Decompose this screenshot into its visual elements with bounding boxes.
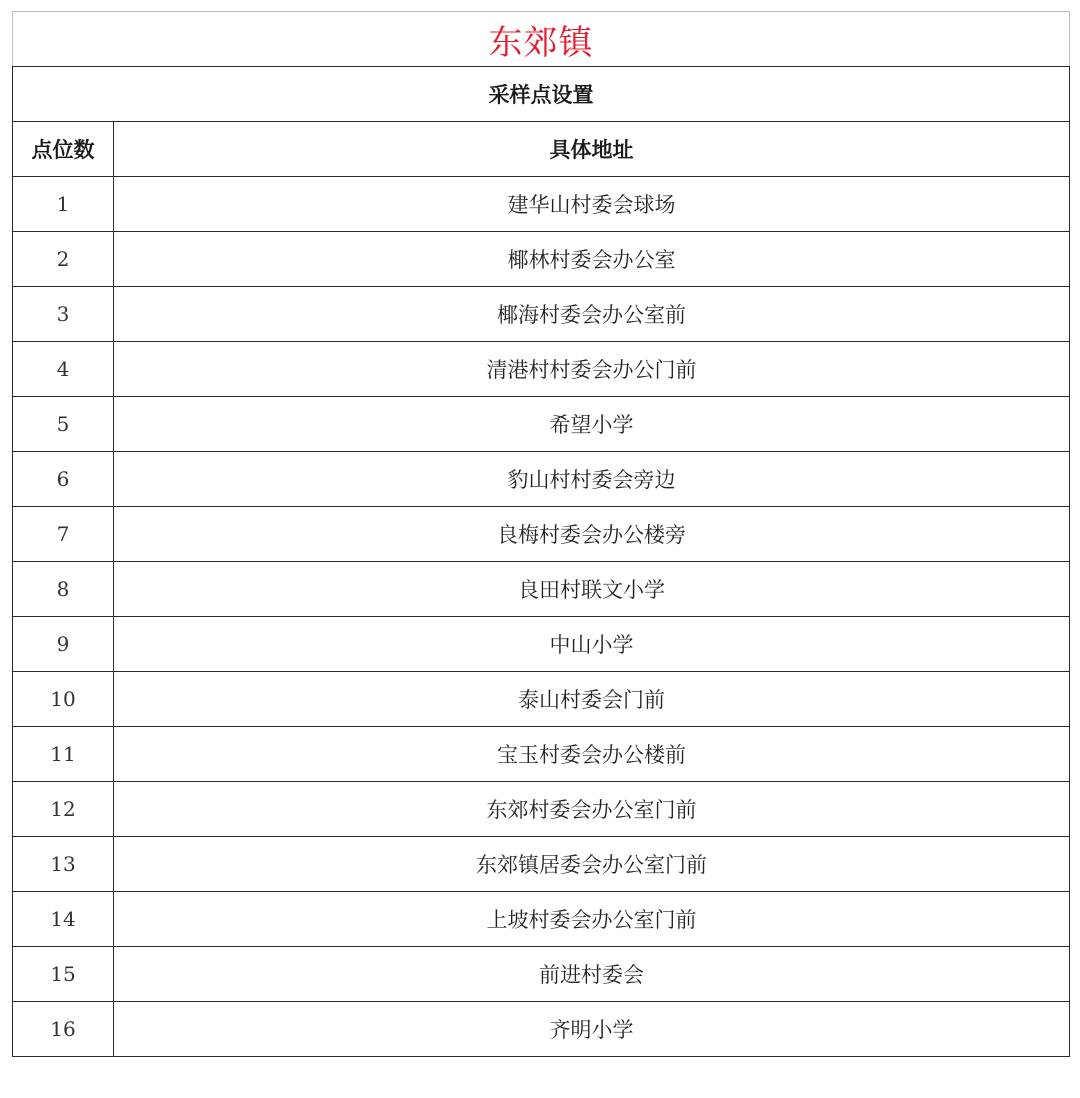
point-number-cell: 12 — [13, 782, 114, 837]
address-cell: 希望小学 — [114, 397, 1070, 452]
table-row — [13, 562, 1070, 617]
table-body — [13, 12, 1070, 1057]
address-cell: 椰林村委会办公室 — [114, 232, 1070, 287]
address-cell: 东郊镇居委会办公室门前 — [114, 837, 1070, 892]
table-row — [13, 397, 1070, 452]
address-cell: 东郊村委会办公室门前 — [114, 782, 1070, 837]
point-number-cell: 11 — [13, 727, 114, 782]
table-row — [13, 782, 1070, 837]
header-row — [13, 122, 1070, 177]
point-number-cell: 10 — [13, 672, 114, 727]
table-row — [13, 232, 1070, 287]
table-row — [13, 947, 1070, 1002]
table-row — [13, 727, 1070, 782]
point-number-cell: 1 — [13, 177, 114, 232]
point-number-cell: 4 — [13, 342, 114, 397]
address-cell: 豹山村村委会旁边 — [114, 452, 1070, 507]
point-number-cell: 15 — [13, 947, 114, 1002]
point-number-cell: 13 — [13, 837, 114, 892]
address-cell: 齐明小学 — [114, 1002, 1070, 1057]
sampling-table — [12, 11, 1070, 1057]
point-number-cell: 3 — [13, 287, 114, 342]
address-cell: 宝玉村委会办公楼前 — [114, 727, 1070, 782]
table-row — [13, 617, 1070, 672]
address-cell: 中山小学 — [114, 617, 1070, 672]
table-row — [13, 507, 1070, 562]
table-row — [13, 177, 1070, 232]
subtitle-row — [13, 67, 1070, 122]
table-row — [13, 892, 1070, 947]
table-row — [13, 837, 1070, 892]
table-row — [13, 452, 1070, 507]
column-header-number: 点位数 — [13, 122, 114, 177]
point-number-cell: 7 — [13, 507, 114, 562]
point-number-cell: 6 — [13, 452, 114, 507]
point-number-cell: 9 — [13, 617, 114, 672]
table-row — [13, 672, 1070, 727]
address-cell: 建华山村委会球场 — [114, 177, 1070, 232]
address-cell: 前进村委会 — [114, 947, 1070, 1002]
address-cell: 上坡村委会办公室门前 — [114, 892, 1070, 947]
table-row — [13, 1002, 1070, 1057]
address-cell: 泰山村委会门前 — [114, 672, 1070, 727]
address-cell: 良梅村委会办公楼旁 — [114, 507, 1070, 562]
point-number-cell: 16 — [13, 1002, 114, 1057]
address-cell: 椰海村委会办公室前 — [114, 287, 1070, 342]
address-cell: 清港村村委会办公门前 — [114, 342, 1070, 397]
column-header-address: 具体地址 — [114, 122, 1070, 177]
address-cell: 良田村联文小学 — [114, 562, 1070, 617]
point-number-cell: 8 — [13, 562, 114, 617]
page-title: 东郊镇 — [13, 12, 1070, 67]
table-row — [13, 287, 1070, 342]
point-number-cell: 14 — [13, 892, 114, 947]
title-row — [13, 12, 1070, 67]
table-subtitle: 采样点设置 — [13, 67, 1070, 122]
point-number-cell: 5 — [13, 397, 114, 452]
point-number-cell: 2 — [13, 232, 114, 287]
table-row — [13, 342, 1070, 397]
